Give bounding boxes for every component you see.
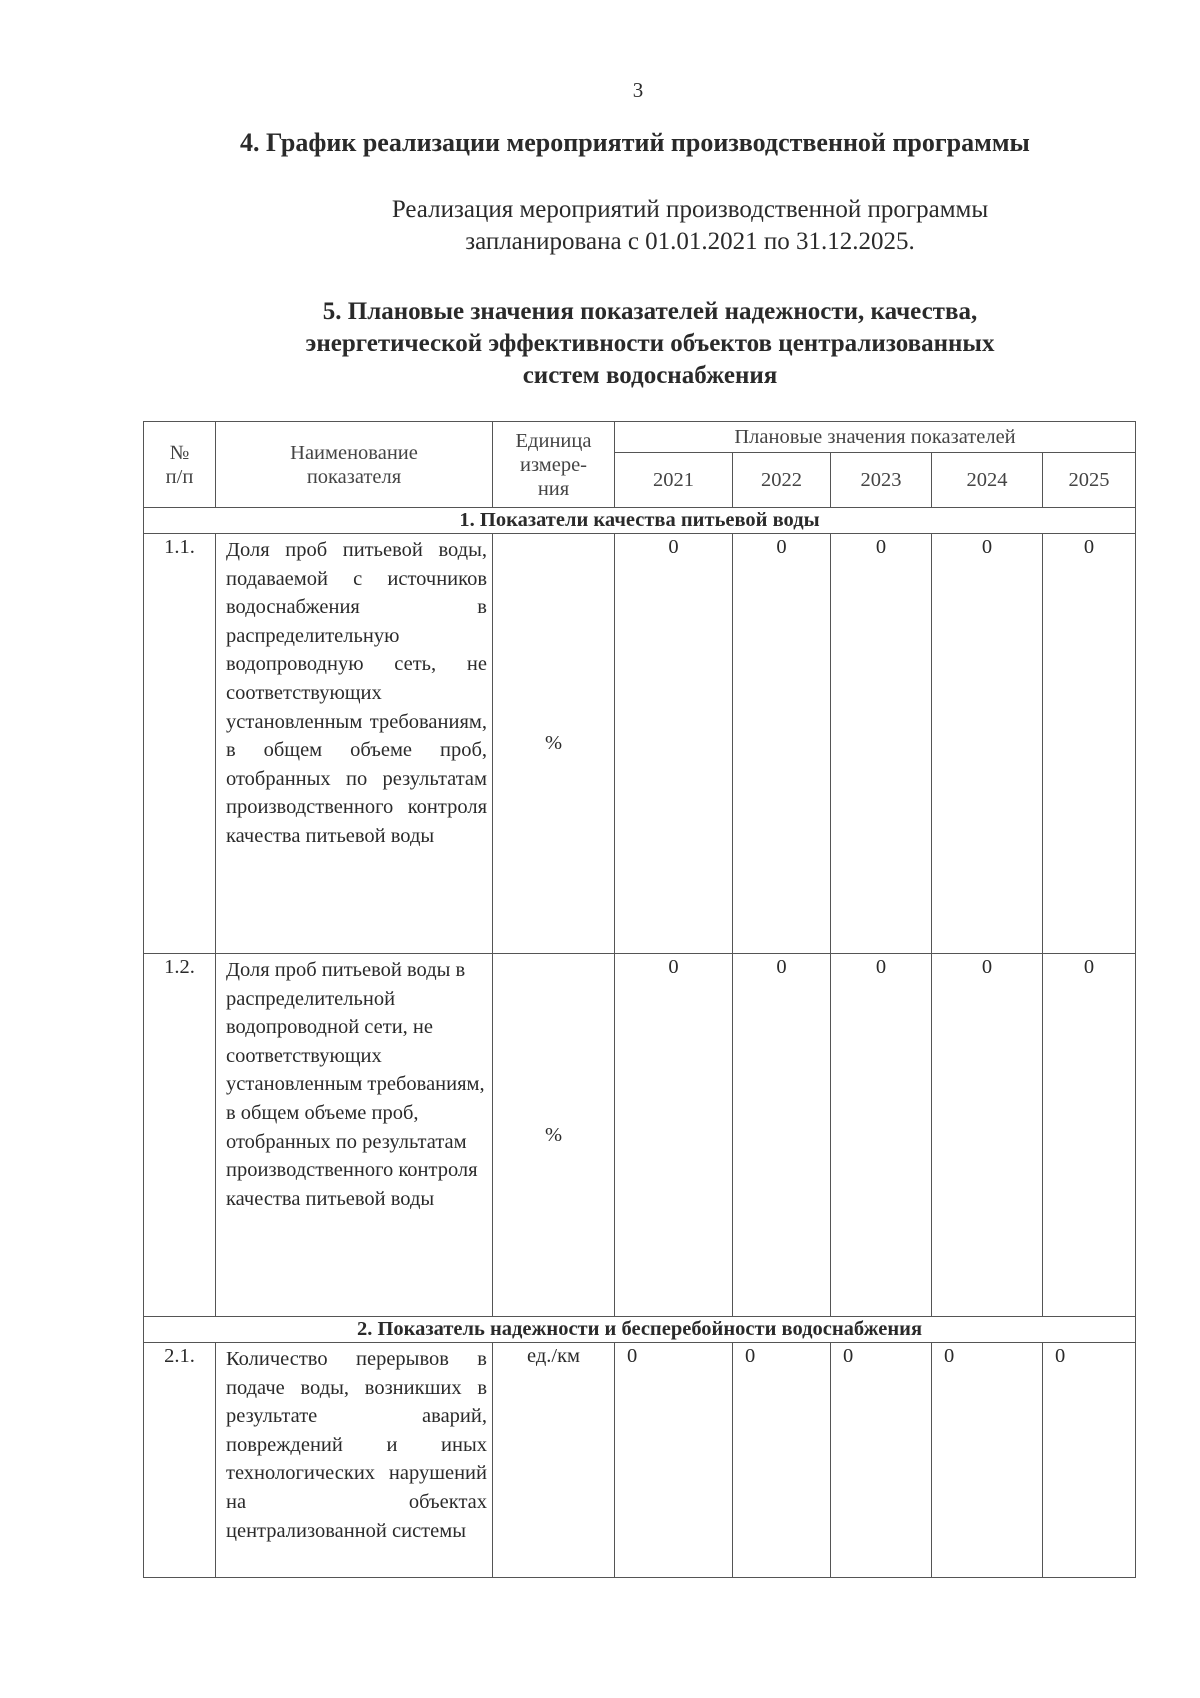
unit-cell: % — [493, 534, 615, 954]
value-2021: 0 — [615, 954, 733, 1317]
table-row — [144, 954, 1136, 1317]
section-title: 1. Показатели качества питьевой воды — [144, 508, 1136, 534]
section-4-heading: 4. График реализации мероприятий производственной программы — [240, 128, 1030, 157]
value-2025: 0 — [1043, 954, 1136, 1317]
header-num — [144, 422, 216, 508]
row-number: 1.2. — [144, 954, 216, 1317]
value-2025: 0 — [1043, 534, 1136, 954]
section-4-text — [300, 194, 1080, 258]
table-header-row — [144, 422, 1136, 453]
header-unit-line-3: ния — [537, 477, 570, 500]
table-row — [144, 534, 1136, 954]
value-2021: 0 — [615, 1343, 733, 1578]
value-2022: 0 — [733, 954, 831, 1317]
section-4-text-line-1: Реализация мероприятий производственной программы — [391, 196, 989, 223]
header-num-line-2: п/п — [165, 465, 194, 488]
unit-cell: % — [493, 954, 615, 1317]
value-2021: 0 — [615, 534, 733, 954]
section-row — [144, 508, 1136, 534]
header-unit-line-1: Единица — [515, 429, 592, 452]
value-2025: 0 — [1043, 1343, 1136, 1578]
row-number: 1.1. — [144, 534, 216, 954]
value-2024: 0 — [932, 534, 1043, 954]
section-5-heading-line-1: 5. Плановые значения показателей надежности, качества, — [322, 298, 978, 325]
header-year-2023: 2023 — [831, 453, 932, 508]
value-2024: 0 — [932, 954, 1043, 1317]
indicator-name: Доля проб питьевой воды в распределительной водопроводной сети, не соответствующих установленным требованиям, в общем объеме проб, отобранных по результатам производственного контроля качества питьевой воды — [216, 954, 493, 1317]
page-number: 3 — [632, 78, 644, 102]
unit-cell: ед./км — [493, 1343, 615, 1578]
indicator-name: Доля проб питьевой воды, подаваемой с источников водоснабжения в распределительную водопроводную сеть, не соответствующих установленным требованиям, в общем объеме проб, отобранных по результатам производственного контроля качества питьевой воды — [216, 534, 493, 954]
section-title: 2. Показатель надежности и бесперебойности водоснабжения — [144, 1317, 1136, 1343]
header-unit-line-2: измере- — [519, 453, 588, 476]
value-2023: 0 — [831, 1343, 932, 1578]
table-row — [144, 1343, 1136, 1578]
header-num-line-1: № — [169, 441, 190, 464]
header-year-2022: 2022 — [733, 453, 831, 508]
indicators-table — [143, 421, 1136, 1578]
section-row — [144, 1317, 1136, 1343]
indicator-name: Количество перерывов в подаче воды, возникших в результате аварий, повреждений и иных технологических нарушений на объектах централизованной системы — [216, 1343, 493, 1578]
value-2022: 0 — [733, 1343, 831, 1578]
header-name — [216, 422, 493, 508]
header-planned-values: Плановые значения показателей — [615, 422, 1136, 453]
section-5-heading-line-3: систем водоснабжения — [522, 362, 778, 389]
value-2024: 0 — [932, 1343, 1043, 1578]
value-2023: 0 — [831, 534, 932, 954]
header-unit — [493, 422, 615, 508]
header-year-2021: 2021 — [615, 453, 733, 508]
header-name-line-2: показателя — [306, 465, 402, 488]
row-number: 2.1. — [144, 1343, 216, 1578]
section-5-heading — [220, 296, 1080, 392]
section-4-text-line-2: запланирована с 01.01.2021 по 31.12.2025. — [465, 228, 915, 255]
header-year-2024: 2024 — [932, 453, 1043, 508]
header-name-line-1: Наименование — [290, 441, 418, 464]
value-2022: 0 — [733, 534, 831, 954]
section-5-heading-line-2: энергетической эффективности объектов централизованных — [305, 330, 995, 357]
header-year-2025: 2025 — [1043, 453, 1136, 508]
value-2023: 0 — [831, 954, 932, 1317]
